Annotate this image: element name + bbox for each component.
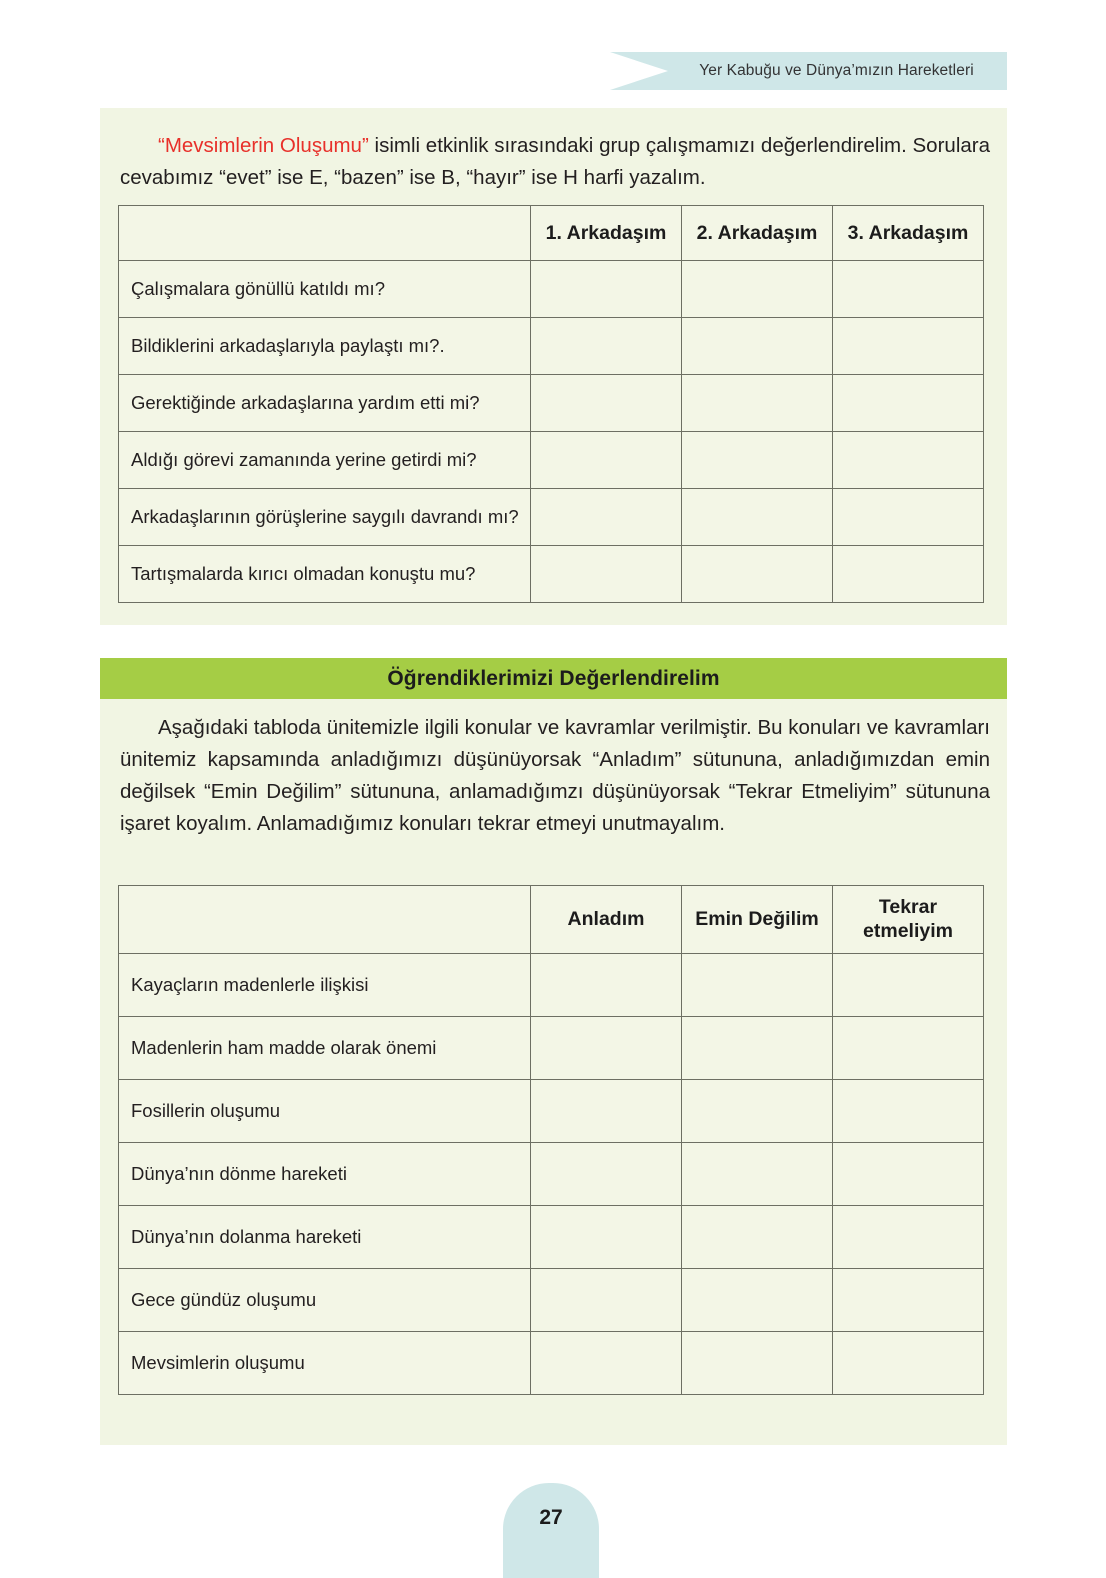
answer-cell[interactable] [531, 1206, 682, 1269]
answer-cell[interactable] [682, 489, 833, 546]
answer-cell[interactable] [833, 1332, 984, 1395]
table-row [119, 489, 984, 546]
row-label: Bildiklerini arkadaşlarıyla paylaştı mı?. [119, 318, 531, 375]
column-header-friend-2: 2. Arkadaşım [682, 206, 833, 261]
table-row [119, 375, 984, 432]
page-number: 27 [539, 1506, 563, 1529]
table-row [119, 1269, 984, 1332]
oz-degerlendirme-tablosu [118, 885, 984, 1395]
assessment-intro-paragraph [120, 712, 990, 840]
section-title-bar [100, 658, 1007, 699]
running-header [610, 52, 1007, 90]
row-label: Gerektiğinde arkadaşlarına yardım etti mi? [119, 375, 531, 432]
answer-cell[interactable] [682, 954, 833, 1017]
column-header-anladim: Anladım [531, 886, 682, 954]
row-label: Çalışmalara gönüllü katıldı mı? [119, 261, 531, 318]
table-row [119, 1332, 984, 1395]
table-header-row [119, 206, 984, 261]
row-label: Mevsimlerin oluşumu [119, 1332, 531, 1395]
answer-cell[interactable] [833, 1080, 984, 1143]
table-row [119, 1017, 984, 1080]
answer-cell[interactable] [833, 1143, 984, 1206]
answer-cell[interactable] [682, 1269, 833, 1332]
answer-cell[interactable] [682, 1143, 833, 1206]
row-label: Madenlerin ham madde olarak önemi [119, 1017, 531, 1080]
row-label: Arkadaşlarının görüşlerine saygılı davrandı mı? [119, 489, 531, 546]
answer-cell[interactable] [682, 1206, 833, 1269]
column-header-blank [119, 206, 531, 261]
row-label: Aldığı görevi zamanında yerine getirdi mi? [119, 432, 531, 489]
table-row [119, 1206, 984, 1269]
answer-cell[interactable] [531, 375, 682, 432]
column-header-tekrar-etmeliyim [833, 886, 984, 954]
table-row [119, 1080, 984, 1143]
table-row [119, 432, 984, 489]
answer-cell[interactable] [833, 954, 984, 1017]
column-header-blank [119, 886, 531, 954]
answer-cell[interactable] [833, 318, 984, 375]
answer-cell[interactable] [682, 432, 833, 489]
answer-cell[interactable] [682, 1017, 833, 1080]
answer-cell[interactable] [682, 261, 833, 318]
row-label: Dünya’nın dolanma hareketi [119, 1206, 531, 1269]
header-line-1: Tekrar [878, 896, 938, 919]
answer-cell[interactable] [682, 1332, 833, 1395]
answer-cell[interactable] [833, 1269, 984, 1332]
table-row [119, 261, 984, 318]
answer-cell[interactable] [833, 546, 984, 603]
answer-cell[interactable] [682, 318, 833, 375]
column-header-friend-3: 3. Arkadaşım [833, 206, 984, 261]
answer-cell[interactable] [531, 489, 682, 546]
answer-cell[interactable] [531, 1080, 682, 1143]
table-header-row [119, 886, 984, 954]
activity-intro-paragraph [120, 130, 990, 194]
row-label: Kayaçların madenlerle ilişkisi [119, 954, 531, 1017]
answer-cell[interactable] [531, 261, 682, 318]
answer-cell[interactable] [531, 954, 682, 1017]
answer-cell[interactable] [531, 546, 682, 603]
table-row [119, 546, 984, 603]
assessment-intro-text: Aşağıdaki tabloda ünitemizle ilgili konular ve kavramlar verilmiştir. Bu konuları ve kavramları ünitemiz kapsamında anladığımızı düşünüyorsak “Anladım” sütununa, anladığımızdan emin değilsek “Emin Değilim” sütununa, anlamadığımzı düşünüyorsak “Tekrar Etmeliyim” sütununa işaret koyalım. Anlamadığımız konuları tekrar etmeyi unutmayalım. [120, 716, 990, 835]
page-number-tab [503, 1483, 599, 1578]
column-header-friend-1: 1. Arkadaşım [531, 206, 682, 261]
answer-cell[interactable] [682, 375, 833, 432]
running-header-title: Yer Kabuğu ve Dünya’mızın Hareketleri [699, 62, 974, 79]
table-row [119, 318, 984, 375]
row-label: Tartışmalarda kırıcı olmadan konuştu mu? [119, 546, 531, 603]
grup-degerlendirme-tablosu [118, 205, 984, 603]
answer-cell[interactable] [682, 546, 833, 603]
answer-cell[interactable] [531, 432, 682, 489]
answer-cell[interactable] [833, 1017, 984, 1080]
section-title: Öğrendiklerimizi Değerlendirelim [387, 666, 720, 690]
table-row [119, 1143, 984, 1206]
answer-cell[interactable] [531, 1269, 682, 1332]
row-label: Dünya’nın dönme hareketi [119, 1143, 531, 1206]
answer-cell[interactable] [531, 1332, 682, 1395]
row-label: Fosillerin oluşumu [119, 1080, 531, 1143]
answer-cell[interactable] [531, 318, 682, 375]
activity-intro-rest: isimli etkinlik sırasındaki grup çalışmamızı değerlendirelim. Sorulara cevabımız “evet” ise E, “bazen” ise B, “hayır” ise H harfi yazalım. [120, 134, 990, 189]
answer-cell[interactable] [682, 1080, 833, 1143]
answer-cell[interactable] [531, 1017, 682, 1080]
answer-cell[interactable] [833, 261, 984, 318]
answer-cell[interactable] [531, 1143, 682, 1206]
answer-cell[interactable] [833, 1206, 984, 1269]
header-line-2: etmeliyim [863, 919, 953, 942]
column-header-emin-degilim: Emin Değilim [682, 886, 833, 954]
answer-cell[interactable] [833, 432, 984, 489]
row-label: Gece gündüz oluşumu [119, 1269, 531, 1332]
answer-cell[interactable] [833, 489, 984, 546]
table-row [119, 954, 984, 1017]
answer-cell[interactable] [833, 375, 984, 432]
activity-intro-highlight: “Mevsimlerin Oluşumu” [158, 134, 369, 157]
